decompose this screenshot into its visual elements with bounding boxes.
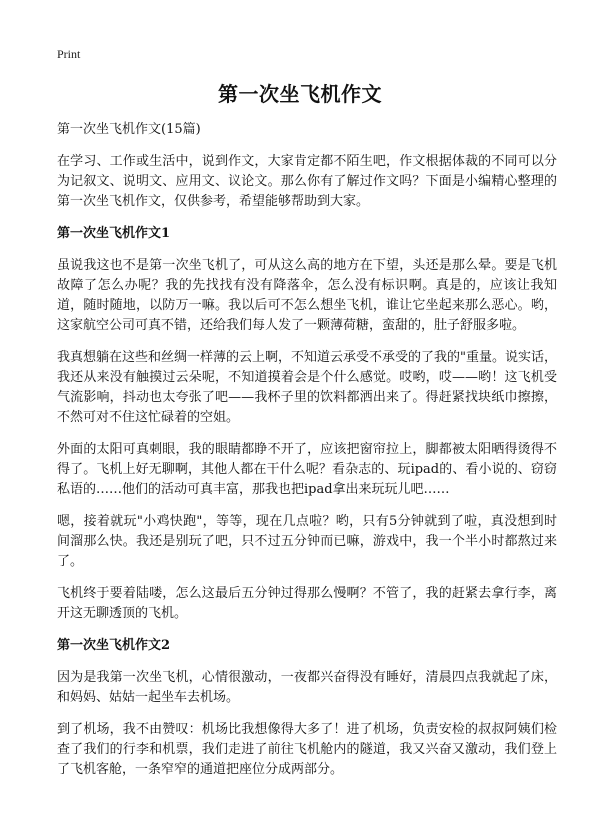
section-2-paragraph-1: 因为是我第一次坐飞机，心情很激动，一夜都兴奋得没有睡好，清晨四点我就起了床，和妈妈、姑姑一起坐车去机场。 — [57, 670, 557, 705]
section-1-paragraph-2: 我真想躺在这些和丝绸一样薄的云上啊，不知道云承受不承受的了我的"重量。说实话，我还从来没有触摸过云朵呢，不知道摸着会是个什么感觉。哎哟，哎——哟！这飞机受气流影响，抖动也太夸张了吧——我杯子里的饮料都洒出来了。得赶紧找块纸巾擦擦，不然可对不住这忙碌着的空姐。 — [57, 350, 557, 425]
section-1-paragraph-4: 嗯，接着就玩"小鸡快跑"，等等，现在几点啦？哟，只有5分钟就到了啦，真没想到时间溜那么快。我还是别玩了吧，只不过五分钟而已嘛，游戏中，我一个半小时都熬过来了。 — [57, 514, 557, 569]
section-1-paragraph-3: 外面的太阳可真刺眼，我的眼睛都睁不开了，应该把窗帘拉上，脚都被太阳晒得烫得不得了。飞机上好无聊啊，其他人都在干什么呢？看杂志的、玩ipad的、看小说的、窃窃私语的……他们的活动可真丰富，那我也把ipad拿出来玩玩儿吧…… — [57, 442, 557, 497]
print-link[interactable]: Print — [57, 47, 81, 61]
page-title: 第一次坐飞机作文 — [218, 82, 382, 106]
article-subtitle: 第一次坐飞机作文(15篇) — [57, 122, 201, 137]
intro-paragraph: 在学习、工作或生活中，说到作文，大家肯定都不陌生吧，作文根据体裁的不同可以分为记叙文、说明文、应用文、议论文。那么你有了解过作文吗？下面是小编精心整理的第一次坐飞机作文，仅供参考，希望能够帮助到大家。 — [57, 154, 557, 209]
section-heading-1: 第一次坐飞机作文1 — [57, 226, 171, 241]
section-heading-2: 第一次坐飞机作文2 — [57, 638, 171, 653]
section-1-paragraph-1: 虽说我这也不是第一次坐飞机了，可从这么高的地方在下望，头还是那么晕。要是飞机故障了怎么办呢？我的先找找有没有降落伞，怎么没有标识啊。真是的，应该让我知道，随时随地，以防万一嘛。我以后可不怎么想坐飞机，谁让它坐起来那么恶心。哟，这家航空公司可真不错，还给我们每人发了一颗薄荷糖，蛮甜的，肚子舒服多啦。 — [57, 258, 557, 333]
section-1-paragraph-5: 飞机终于要着陆喽，怎么这最后五分钟过得那么慢啊？不管了，我的赶紧去拿行李，离开这无聊透顶的飞机。 — [57, 586, 557, 621]
section-2-paragraph-2: 到了机场，我不由赞叹：机场比我想像得大多了！进了机场，负责安检的叔叔阿姨们检查了我们的行李和机票，我们走进了前往飞机舱内的隧道，我又兴奋又激动，我们登上了飞机客舱，一条窄窄的通道把座位分成两部分。 — [57, 722, 557, 777]
article-body — [57, 120, 557, 792]
